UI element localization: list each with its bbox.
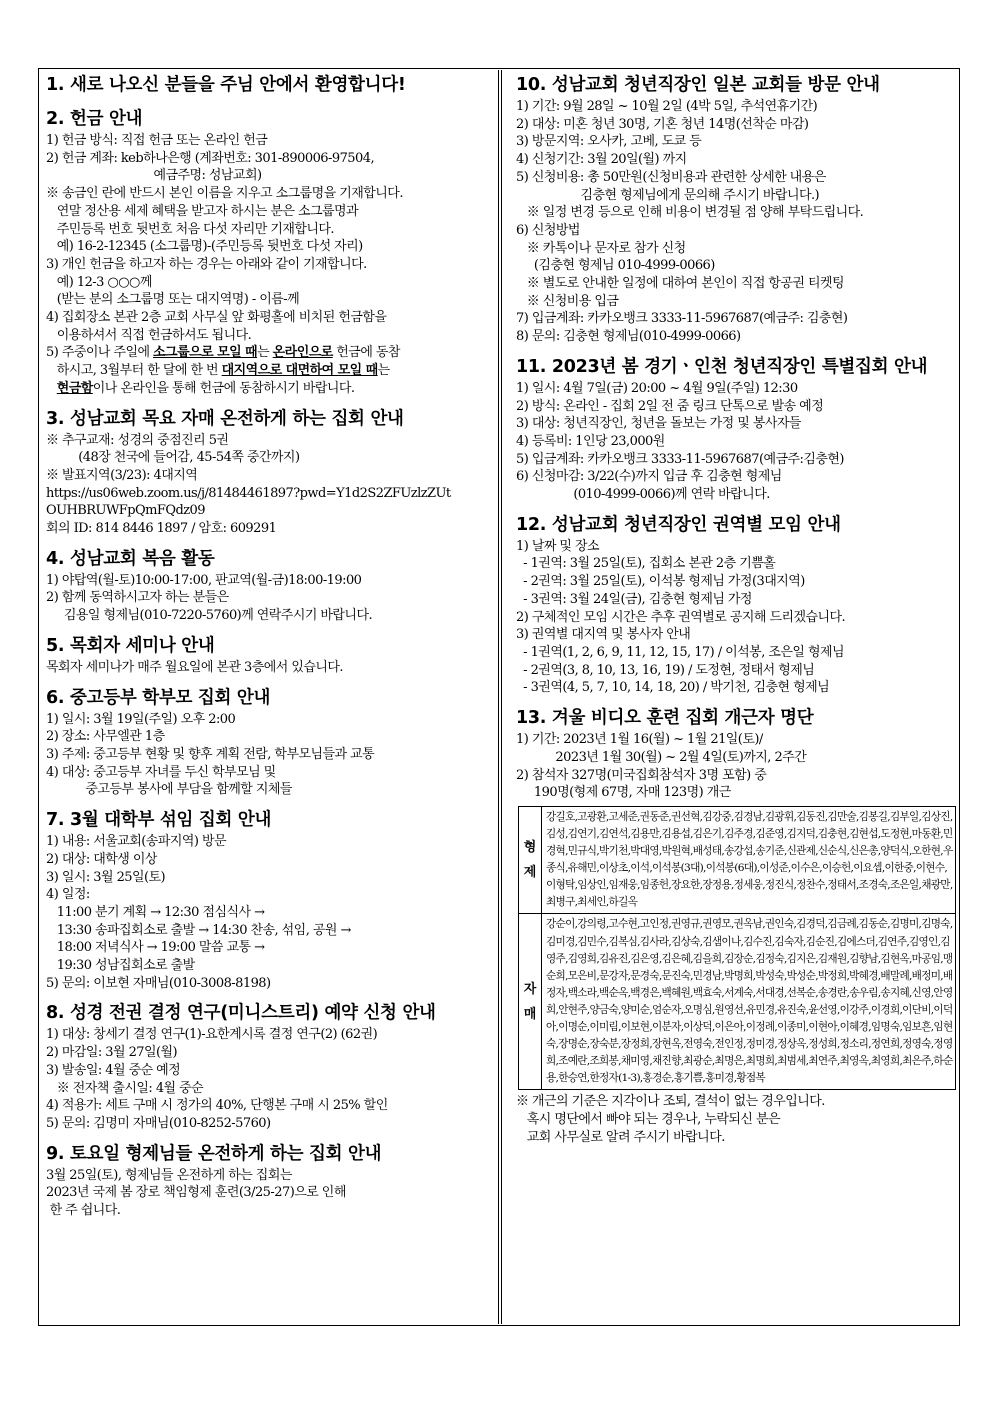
section-line: 2) 구체적인 모임 시간은 추후 권역별로 공지해 드리겠습니다.	[516, 609, 846, 625]
sisters-row	[519, 914, 956, 1090]
footnote-line: 교회 사무실로 알려 주시기 바랍니다.	[516, 1129, 725, 1145]
section-gap	[46, 98, 494, 108]
section-heading: 2. 헌금 안내	[46, 109, 143, 129]
section-line: 5) 입금계좌: 카카오뱅크 3333-11-5967687(예금주:김충현)	[516, 451, 844, 467]
emphasis-text: 현금함	[56, 380, 93, 396]
line-text: 헌금에 동참	[332, 345, 400, 361]
section-line: 190명(형제 67명, 자매 123명) 개근	[516, 785, 731, 801]
notice-section	[46, 108, 494, 398]
line-text: 이나 온라인을 통해 헌금에 동참하시기 바랍니다.	[92, 380, 355, 396]
line-text: 하시고, 3월부터 한 달에 한 번	[46, 363, 222, 379]
section-heading: 3. 성남교회 목요 자매 온전하게 하는 집회 안내	[46, 408, 404, 429]
section-line: 19:30 성남집회소로 출발	[46, 958, 195, 974]
section-line: 2023년 국제 봄 장로 책임형제 훈련(3/25-27)으로 인해	[46, 1185, 346, 1201]
section-heading: 8. 성경 전권 결정 연구(미니스트리) 예약 신청 안내	[46, 1003, 436, 1024]
section-gap	[46, 992, 494, 1002]
section-line: 3) 권역별 대지역 및 봉사자 안내	[516, 627, 691, 643]
section-line	[46, 344, 494, 362]
section-line: 목회자 세미나가 매주 월요일에 본관 3층에서 있습니다.	[46, 659, 343, 675]
brothers-row	[519, 806, 956, 914]
section-heading: 12. 성남교회 청년직장인 권역별 모임 안내	[516, 514, 841, 535]
section-gap	[516, 697, 954, 707]
notice-section	[46, 687, 494, 800]
section-heading: 11. 2023년 봄 경기ㆍ인천 청년직장인 특별집회 안내	[516, 356, 928, 377]
section-line: 5) 신청비용: 총 50만원(신청비용과 관련한 상세한 내용은	[516, 169, 826, 185]
notice-section	[516, 707, 954, 802]
notice-section	[46, 809, 494, 992]
section-line: 예금주명: 성남교회)	[46, 168, 262, 184]
section-heading: 6. 중고등부 학부모 집회 안내	[46, 687, 271, 708]
roster-label	[519, 806, 542, 914]
section-line: (48장 천국에 들어감, 45-54쪽 중간까지)	[46, 450, 300, 466]
section-line: - 3권역(4, 5, 7, 10, 14, 18, 20) / 박기천, 김충현 형제님	[516, 680, 830, 696]
section-line: 중고등부 봉사에 부담을 함께할 지체들	[46, 782, 292, 798]
roster-names: 강순이,강의령,고수현,고인정,권영규,권영모,권옥남,권인숙,김경덕,김금례,김동순,김명미,김명숙,김미경,김민수,김복심,김사라,김상숙,김샘이나,김수진,김숙자,김순진,김에스더,김연주,김영인,김영주,김영희,김유진,김은영,김은혜,김을희,김장순,김정숙,김지은,김재원,김향남,김현옥,마공임,맹순희,모은비,문강자,문경숙,문진숙,민경남,박명희,박성숙,박성순,박정희,박혜경,배말례,배정미,배정자,백소라,백순옥,백경은,백혜원,백효숙,서계숙,서대경,선복순,송경란,송우림,송지혜,신영,안영희,안현주,양금숙,양미순,엄순자,오명심,원영선,유민경,유진숙,윤선영,이강주,이경희,이단비,이덕아,이명순,이미림,이보현,이분자,이상덕,이은아,이정례,이종미,이현아,이혜경,임명숙,임보흔,임현숙,장명순,장숙분,장정희,장현옥,전영숙,전인정,정미경,정상옥,정성희,정소리,정연희,정영숙,정영희,조예란,조희봉,채미영,채진향,최광순,최명은,최명희,최범세,최연주,최영옥,최영희,최은주,하순용,한승연,한정자(1-3),홍경순,홍기쁨,홍미경,황점복	[542, 914, 956, 1090]
section-line: ※ 송금인 란에 반드시 본인 이름을 지우고 소그룹명을 기재합니다.	[46, 186, 403, 202]
section-line: 2) 헌금 계좌: keb하나은행 (계좌번호: 301-890006-97504,	[46, 150, 375, 166]
right-column	[516, 74, 954, 1147]
section-line: 김충현 형제님에게 문의해 주시기 바랍니다.)	[516, 187, 820, 203]
notice-section	[46, 74, 494, 96]
section-line: 4) 등록비: 1인당 23,000원	[516, 433, 665, 449]
footnote-line: ※ 개근의 기준은 지각이나 조퇴, 결석이 없는 경우입니다.	[516, 1094, 825, 1110]
notice-section	[516, 356, 954, 504]
notice-section	[46, 1002, 494, 1132]
section-line: 3) 발송일: 4월 중순 예정	[46, 1062, 181, 1078]
section-gap	[46, 398, 494, 408]
roster-label	[519, 914, 542, 1090]
roster-label-char: 형	[523, 840, 537, 856]
section-line: - 2권역: 3월 25일(토), 이석봉 형제님 가정(3대지역)	[516, 574, 805, 590]
section-gap	[46, 677, 494, 687]
roster-label-char: 제	[523, 865, 537, 881]
emphasis-text: 소그룹으로 모일 때	[153, 345, 258, 361]
section-gap	[46, 538, 494, 548]
line-text	[46, 381, 57, 396]
section-line: 5) 문의: 김명미 자매님(010-8252-5760)	[46, 1115, 271, 1131]
section-gap	[46, 799, 494, 809]
section-line: 2) 방식: 온라인 - 집회 2일 전 줌 링크 단톡으로 발송 예정	[516, 398, 824, 414]
section-line: 1) 일시: 4월 7일(금) 20:00 ~ 4월 9일(주일) 12:30	[516, 380, 798, 396]
notice-section	[516, 514, 954, 697]
section-line: 4) 일정:	[46, 887, 90, 903]
section-line: 11:00 분기 계획 → 12:30 점심식사 →	[46, 904, 265, 920]
section-line: 2) 장소: 사무엘관 1층	[46, 729, 165, 745]
section-line: 7) 입금계좌: 카카오뱅크 3333-11-5967687(예금주: 김충현)	[516, 311, 848, 327]
section-line: 6) 신청마감: 3/22(수)까지 입금 후 김충현 형제님	[516, 469, 782, 485]
section-line: 3) 방문지역: 오사카, 고베, 도쿄 등	[516, 134, 702, 150]
section-heading: 4. 성남교회 복음 활동	[46, 548, 215, 569]
section-line: 주민등록 번호 뒷번호 처음 다섯 자리만 기재합니다.	[46, 221, 334, 237]
section-heading: 13. 겨울 비디오 훈련 집회 개근자 명단	[516, 708, 814, 729]
section-line: ※ 추구교재: 성경의 중점진리 5권	[46, 432, 229, 448]
section-line: ※ 전자책 출시일: 4월 중순	[46, 1080, 204, 1096]
section-line: 8) 문의: 김충현 형제님(010-4999-0066)	[516, 329, 741, 345]
line-text: 는	[377, 363, 390, 379]
section-line: (010-4999-0066)께 연락 바랍니다.	[516, 487, 770, 503]
section-line: - 1권역(1, 2, 6, 9, 11, 12, 15, 17) / 이석봉, 조은일 형제님	[516, 644, 844, 660]
section-line	[46, 362, 494, 380]
section-line: 1) 기간: 9월 28일 ~ 10월 2일 (4박 5일, 추석연휴기간)	[516, 99, 818, 114]
section-line	[46, 380, 494, 398]
section-line: ※ 일정 변경 등으로 인해 비용이 변경될 점 양해 부탁드립니다.	[516, 205, 864, 221]
section-line: 예) 12-3 ○○○께	[46, 274, 152, 290]
section-line: ※ 신청비용 입금	[516, 293, 619, 309]
notice-section	[46, 408, 494, 538]
section-line: 2) 함께 동역하시고자 하는 분들은	[46, 590, 229, 606]
section-line: 1) 날짜 및 장소	[516, 538, 600, 554]
section-line: ※ 카톡이나 문자로 참가 신청	[516, 240, 686, 256]
section-line: 김용일 형제님(010-7220-5760)께 연락주시기 바랍니다.	[46, 608, 373, 624]
section-line: 3) 개인 헌금을 하고자 하는 경우는 아래와 같이 기재합니다.	[46, 256, 367, 272]
section-gap	[46, 625, 494, 635]
section-line: - 3권역: 3월 24일(금), 김충현 형제님 가정	[516, 591, 752, 607]
section-gap	[46, 1133, 494, 1143]
section-gap	[516, 504, 954, 514]
section-line: 1) 야탑역(월-토)10:00-17:00, 판교역(월-금)18:00-19:00	[46, 572, 362, 588]
section-line: 한 주 쉽니다.	[46, 1203, 121, 1219]
roster-label-char: 매	[523, 1006, 537, 1022]
section-line: 4) 적용가: 세트 구매 시 정가의 40%, 단행본 구매 시 25% 할인	[46, 1098, 388, 1114]
section-line: 3) 일시: 3월 25일(토)	[46, 869, 166, 885]
section-line: 2) 대상: 미혼 청년 30명, 기혼 청년 14명(선착순 마감)	[516, 116, 809, 132]
notice-section	[46, 548, 494, 625]
section-line: 18:00 저녁식사 → 19:00 말씀 교통 →	[46, 940, 265, 956]
line-text: 5) 주중이나 주일에	[46, 345, 154, 361]
roster-names: 강길호,고광환,고세준,권동준,권선혁,김강중,김경남,김광휘,김동진,김만술,김봉길,김부일,김상진,김성,김연기,김연석,김용만,김용섭,김은기,김주경,김준영,김지덕,김충현,김현섭,도정현,마동환,민경혁,민규식,박기천,박대영,박원혁,배성태,송강섭,송기준,신관제,신순식,신은총,양덕식,오한현,우종식,유해민,이상초,이석,이석봉(3대),이석봉(6대),이성준,이수은,이승헌,이요셉,이한중,이현수,이형탁,임상인,임재웅,임종헌,장요한,장정용,정세웅,정진식,정찬수,정태서,조경숙,조은일,채광만,최병구,최세인,하길옥	[542, 806, 956, 914]
section-line: 4) 대상: 중고등부 자녀를 두신 학부모님 및	[46, 764, 276, 780]
section-line: 13:30 송파집회소로 출발 → 14:30 찬송, 섞임, 공원 →	[46, 922, 351, 938]
line-text: 는	[257, 345, 273, 361]
section-line: 1) 일시: 3월 19일(주일) 오후 2:00	[46, 711, 236, 727]
section-line: 1) 내용: 서울교회(송파지역) 방문	[46, 834, 226, 850]
section-line: (김충현 형제님 010-4999-0066)	[516, 258, 715, 274]
section-line: 연말 정산용 세제 혜택을 받고자 하시는 분은 소그룹명과	[46, 203, 359, 219]
section-line: 6) 신청방법	[516, 222, 580, 238]
roster-footnote	[516, 1093, 954, 1146]
section-line: https://us06web.zoom.us/j/81484461897?pwd=Y1d2S2ZFUzlzZUt	[46, 485, 451, 501]
column-divider	[498, 70, 502, 1324]
section-heading: 1. 새로 나오신 분들을 주님 안에서 환영합니다!	[46, 75, 406, 95]
roster-label-char: 자	[523, 981, 537, 997]
section-line: 1) 기간: 2023년 1월 16(월) ~ 1월 21일(토)/	[516, 732, 763, 748]
section-line: 예) 16-2-12345 (소그룹명)-(주민등록 뒷번호 다섯 자리)	[46, 239, 363, 255]
section-line: 3) 대상: 청년직장인, 청년을 돌보는 가정 및 봉사자들	[516, 416, 801, 432]
section-line: ※ 발표지역(3/23): 4대지역	[46, 467, 198, 483]
section-line: 이용하셔서 직접 헌금하셔도 됩니다.	[46, 327, 252, 343]
section-heading: 9. 토요일 형제님들 온전하게 하는 집회 안내	[46, 1143, 382, 1164]
section-line: 1) 헌금 방식: 직접 헌금 또는 온라인 헌금	[46, 133, 268, 148]
emphasis-text: 대지역으로 대면하여 모일 때	[221, 363, 378, 379]
section-line: 5) 문의: 이보현 자매님(010-3008-8198)	[46, 975, 271, 991]
section-line: 2) 마감일: 3월 27일(월)	[46, 1045, 178, 1061]
section-line: 3) 주제: 중고등부 현황 및 향후 계획 전람, 학부모님들과 교통	[46, 746, 375, 762]
section-line: - 2권역(3, 8, 10, 13, 16, 19) / 도정현, 정태서 형제님	[516, 662, 815, 678]
section-line: 2023년 1월 30(월) ~ 2월 4일(토)까지, 2주간	[516, 749, 807, 765]
section-line: 2) 대상: 대학생 이상	[46, 851, 157, 867]
notice-section	[516, 74, 954, 346]
section-line: ※ 별도로 안내한 일정에 대하여 본인이 직접 항공권 티켓팅	[516, 276, 845, 292]
section-heading: 10. 성남교회 청년직장인 일본 교회들 방문 안내	[516, 75, 880, 95]
section-line: (받는 분의 소그룹명 또는 대지역명) - 이름-께	[46, 292, 300, 308]
footnote-line: 혹시 명단에서 빠야 되는 경우나, 누락되신 분은	[516, 1112, 780, 1128]
section-heading: 5. 목회자 세미나 안내	[46, 635, 215, 656]
section-line: 4) 신청기간: 3월 20일(월) 까지	[516, 152, 687, 168]
section-line: 회의 ID: 814 8446 1897 / 암호: 609291	[46, 521, 277, 537]
section-line: 3월 25일(토), 형제님들 온전하게 하는 집회는	[46, 1167, 292, 1183]
attendance-roster-table	[518, 806, 956, 1091]
notice-section	[46, 635, 494, 677]
emphasis-text: 온라인으로	[272, 345, 333, 361]
left-column	[46, 74, 494, 1220]
section-line: 1) 대상: 창세기 결정 연구(1)-요한계시록 결정 연구(2) (62권)	[46, 1027, 378, 1043]
section-gap	[516, 346, 954, 356]
section-line: OUHBRUWFpQmFQdz09	[46, 503, 205, 519]
section-heading: 7. 3월 대학부 섞임 집회 안내	[46, 810, 272, 831]
section-line: - 1권역: 3월 25일(토), 집회소 본관 2층 기쁨홀	[516, 556, 776, 572]
section-line: 2) 참석자 327명(미국집회참석자 3명 포함) 중	[516, 767, 767, 783]
section-line: 4) 집회장소 본관 2층 교회 사무실 앞 화평홀에 비치된 헌금함을	[46, 310, 387, 326]
notice-section	[46, 1143, 494, 1220]
